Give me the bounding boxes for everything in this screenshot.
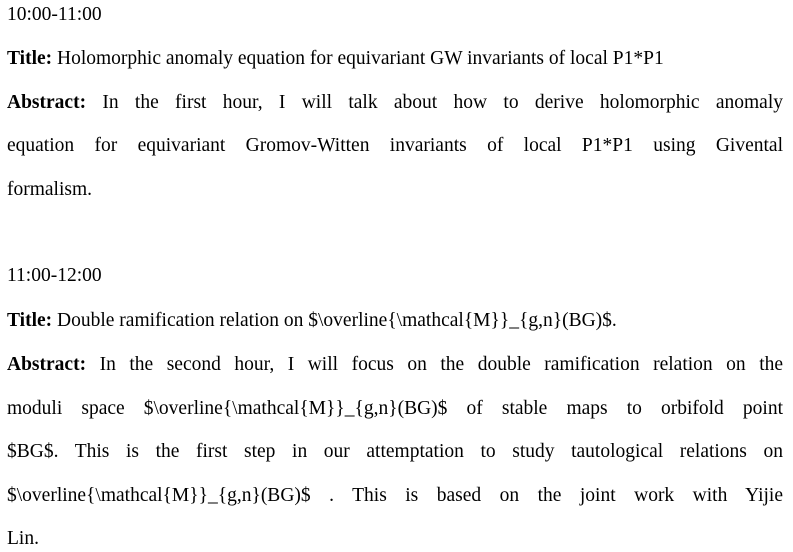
title-label: Title: [7, 48, 53, 69]
session-1-time: 10:00-11:00 [7, 4, 102, 25]
session-2-time: 11:00-12:00 [7, 265, 102, 286]
session-2-title [7, 308, 783, 334]
session-1-abstract-line-3: formalism. [7, 179, 93, 200]
title-text: Double ramification relation on $\overline{\mathcal{M}}_{g,n}(BG)$. [57, 310, 617, 331]
abstract-label: Abstract: [7, 92, 87, 113]
session-1-abstract-line-2: equation for equivariant Gromov-Witten invariants of local P1*P1 using Givental [7, 135, 783, 156]
session-1-title [7, 46, 783, 72]
session-2-abstract-line-5: Lin. [7, 528, 39, 549]
abstract-label: Abstract: [7, 354, 87, 375]
abstract-text: In the second hour, I will focus on the double ramification relation on the [99, 354, 784, 375]
title-label: Title: [7, 310, 53, 331]
title-text: Holomorphic anomaly equation for equivariant GW invariants of local P1*P1 [57, 48, 664, 69]
session-2-abstract-line-2: moduli space $\overline{\mathcal{M}}_{g,n}(BG)$ of stable maps to orbifold point [7, 398, 783, 419]
abstract-text: In the first hour, I will talk about how to derive holomorphic anomaly [102, 92, 784, 113]
session-2-abstract-line-3: $BG$. This is the first step in our attemptation to study tautological relations on [7, 441, 783, 462]
session-2-abstract-line-4: $\overline{\mathcal{M}}_{g,n}(BG)$ . This is based on the joint work with Yijie [7, 485, 783, 506]
session-2-abstract-line-1 [7, 352, 783, 378]
session-1-abstract-line-1 [7, 90, 783, 116]
